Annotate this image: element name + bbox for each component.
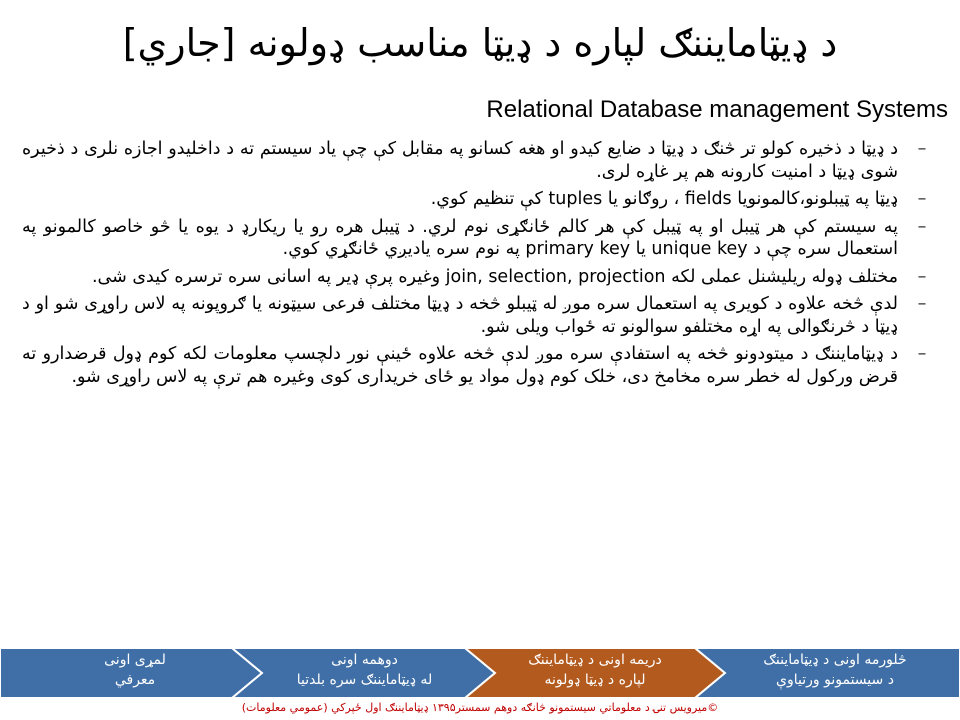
bullet-text: ډیټا په ټیبلونو،کالمونویا fields ، روګانو یا tuples کې تنظیم کوي. bbox=[430, 189, 898, 209]
nav-item-line2: د سیستمونو ورتیاوې bbox=[776, 672, 894, 688]
bullet-item bbox=[22, 138, 942, 183]
slide-subtitle: Relational Database management Systems bbox=[486, 96, 948, 123]
nav-item-line2: له ډیټامایننګ سره بلدتیا bbox=[296, 672, 433, 688]
bullet-item bbox=[22, 216, 942, 261]
week-navigation-bar bbox=[0, 646, 960, 700]
nav-item-line1: څلورمه اونی د ډیټامایننګ bbox=[763, 652, 907, 668]
nav-item-line1: دوهمه اونی bbox=[331, 652, 398, 668]
bullet-item bbox=[22, 266, 942, 289]
nav-item-line2: لپاره د ډیټا ډولونه bbox=[544, 672, 646, 688]
bullet-text: مختلف ډوله ریلیشنل عملی لکه join, selection, projection وغیره پرې ډیر په اسانی سره ترسره کیدی شی. bbox=[91, 266, 898, 287]
nav-item-week3[interactable] bbox=[492, 650, 698, 698]
bullet-dash: – bbox=[917, 344, 927, 364]
bullet-text: لدې څخه علاوه د کویری په استعمال سره موږ له ټیبلو څخه د ډیټا مختلف فرعی سیټونه یا ګروپونه په لاس راوړی شو او د ډیټا د څرنګوالی په اړه مختلفو سوالونو ته ځواب ویلی شو. bbox=[22, 294, 898, 337]
nav-item-week1[interactable] bbox=[40, 650, 230, 698]
bullet-item bbox=[22, 188, 942, 211]
bullet-text: د ډیټا د ذخیره کولو تر څنګ د ډیټا د ضایع کیدو او هغه کسانو په مقابل کې چې یاد سیستم ته د داخلیدو اجازه نلری د ذخیره شوی ډیټا د امنیت کارونه هم پر غاړه لری. bbox=[22, 139, 898, 182]
bullet-item bbox=[22, 293, 942, 338]
bullet-dash: – bbox=[917, 189, 927, 209]
bullet-text: د ډیټامایننګ د میتودونو څخه په استفادې سره موږ لدې څخه علاوه ځینې نور دلچسپ معلومات لکه کوم ډول قرضدارو ته قرض ورکول له خطر سره مخامخ دی، خلک کوم ډول مواد یو ځای خریداری کوی وغیره هم ترې په لاس راوړی شو. bbox=[22, 344, 898, 387]
bullet-dash: – bbox=[917, 216, 927, 237]
slide-footer: ©میرویس تنۍ د معلوماتي سیستمونو څانګه دوهم سمستر۱۳۹۵ ډیټامایننګ اول ځپرکي (عمومي معلومات) bbox=[241, 701, 719, 714]
nav-item-line1: دریمه اونی د ډیټامایننګ bbox=[528, 652, 662, 668]
bullet-item bbox=[22, 343, 942, 388]
nav-item-week2[interactable] bbox=[262, 650, 467, 698]
nav-item-week4[interactable] bbox=[722, 650, 948, 698]
bullet-dash: – bbox=[917, 266, 927, 287]
bullet-dash: – bbox=[917, 294, 927, 314]
bullet-dash: – bbox=[917, 139, 927, 159]
slide-title: د ډیټامایننګ لپاره د ډیټا مناسب ډولونه [جاري] bbox=[122, 21, 838, 65]
nav-item-line2: معرفي bbox=[114, 672, 156, 688]
bullet-list bbox=[22, 138, 942, 393]
nav-item-line1: لمړی اونی bbox=[104, 652, 166, 668]
bullet-text: په سیستم کې هر ټیبل او په ټیبل کې هر کالم ځانګړی نوم لري. د ټیبل هره رو یا ریکارډ د یوه یا څو خاصو کالمونو په استعمال سره چې د unique key یا primary key په نوم سره یادیږي ځانګړي کوي. bbox=[22, 216, 898, 259]
